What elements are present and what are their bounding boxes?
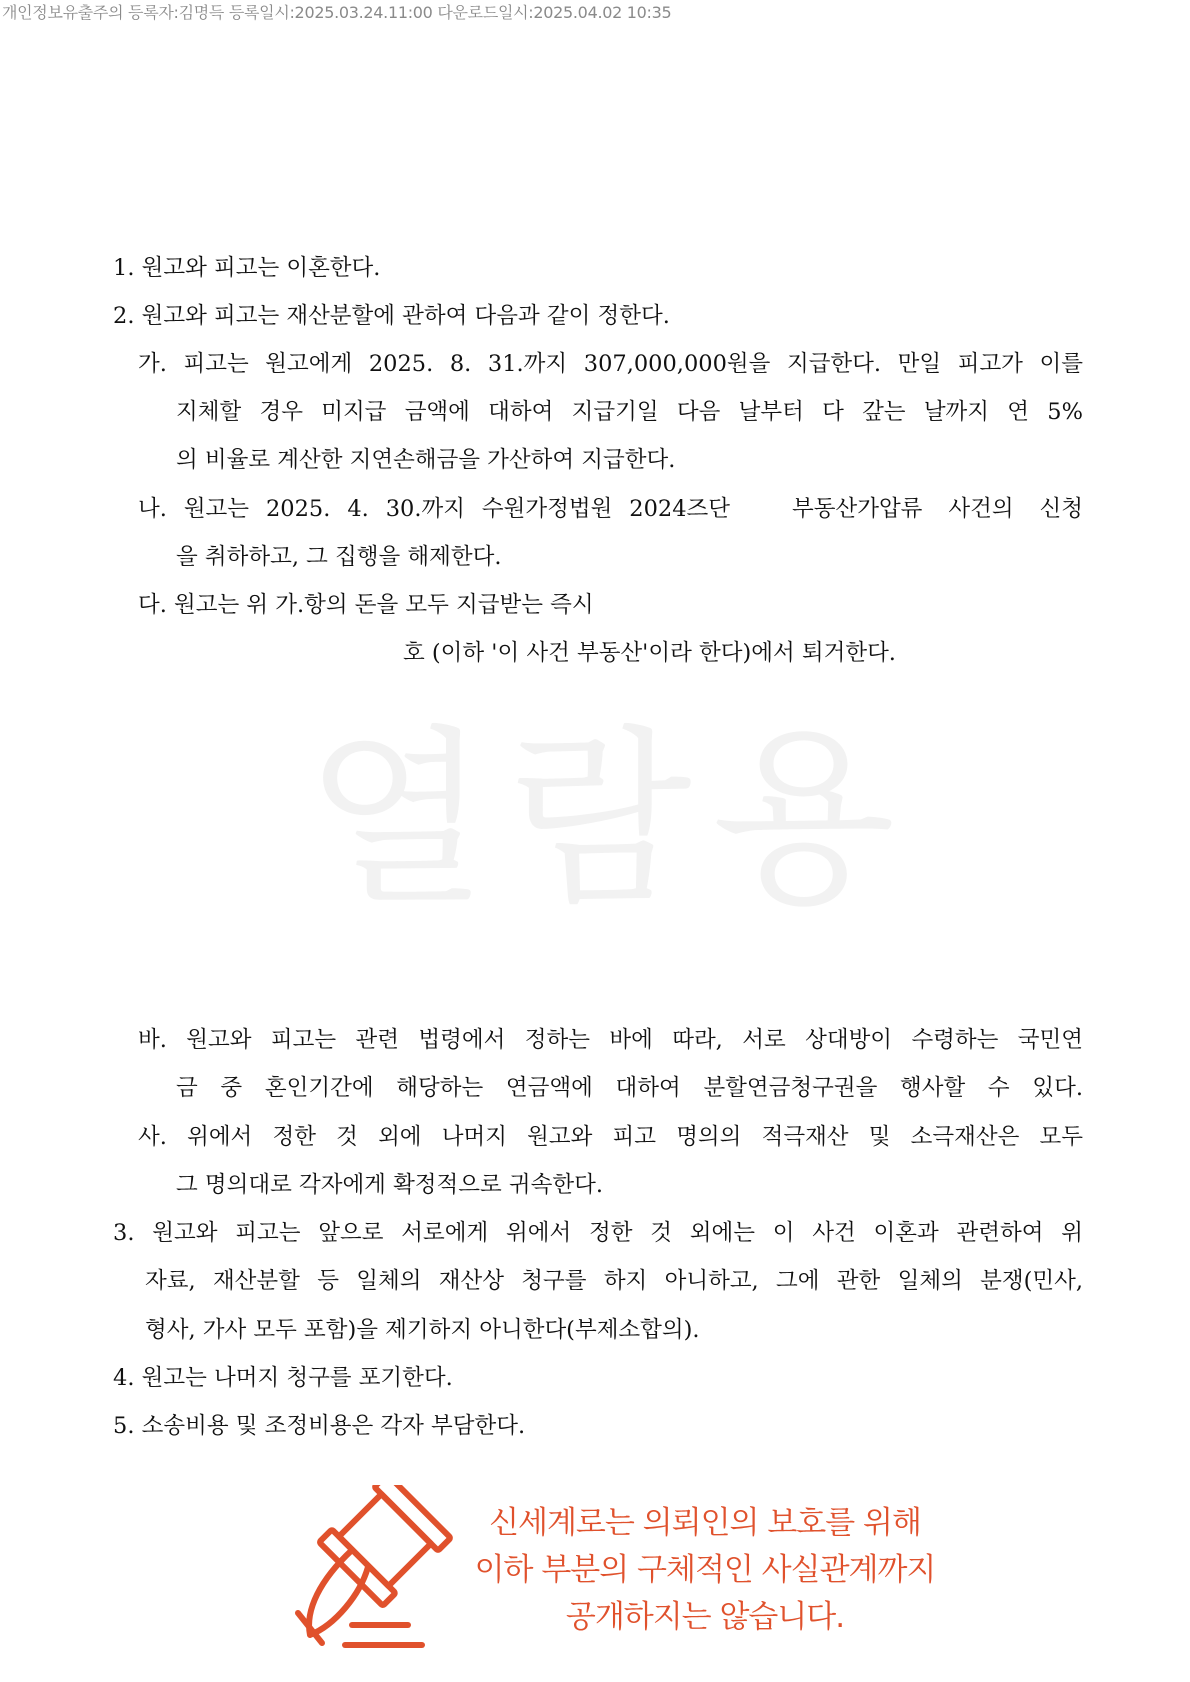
item-2-sa: 사. 위에서 정한 것 외에 나머지 원고와 피고 명의의 적극재산 및 소극재산은 모두 (138, 1124, 1083, 1150)
item-2-da-cont: 호 (이하 '이 사건 부동산'이라 한다)에서 퇴거한다. (403, 640, 896, 666)
item-2-ba: 바. 원고와 피고는 관련 법령에서 정하는 바에 따라, 서로 상대방이 수령하는 국민연 (138, 1027, 1083, 1053)
item-5: 5. 소송비용 및 조정비용은 각자 부담한다. (113, 1413, 526, 1439)
item-4: 4. 원고는 나머지 청구를 포기한다. (113, 1365, 453, 1391)
item-1: 1. 원고와 피고는 이혼한다. (113, 255, 381, 281)
item-3-cont: 형사, 가사 모두 포함)을 제기하지 아니한다(부제소합의). (145, 1317, 700, 1343)
download-header: 개인정보유출주의 등록자:김명득 등록일시:2025.03.24.11:00 다운로드일시:2025.04.02 10:35 (2, 3, 672, 22)
item-2-ga: 가. 피고는 원고에게 2025. 8. 31.까지 307,000,000원을 지급한다. 만일 피고가 이를 (138, 351, 1083, 377)
watermark: 열람용 (304, 709, 916, 930)
item-2-da: 다. 원고는 위 가.항의 돈을 모두 지급받는 즉시 (138, 592, 594, 618)
item-2-na: 나. 원고는 2025. 4. 30.까지 수원가정법원 2024즈단 (138, 496, 730, 522)
item-2: 2. 원고와 피고는 재산분할에 관하여 다음과 같이 정한다. (113, 303, 670, 329)
notice-line-3: 공개하지는 않습니다. (565, 1599, 845, 1635)
privacy-notice (470, 1500, 940, 1641)
gavel-icon (290, 1485, 470, 1655)
item-2-na-cont: 부동산가압류 사건의 신청 (792, 496, 1083, 522)
item-2-sa-cont: 그 명의대로 각자에게 확정적으로 귀속한다. (176, 1172, 603, 1198)
item-2-ga-cont: 지체할 경우 미지급 금액에 대하여 지급기일 다음 날부터 다 갚는 날까지 연 5% (176, 399, 1083, 425)
item-3: 3. 원고와 피고는 앞으로 서로에게 위에서 정한 것 외에는 이 사건 이혼과 관련하여 위 (113, 1220, 1083, 1246)
item-3-cont: 자료, 재산분할 등 일체의 재산상 청구를 하지 아니하고, 그에 관한 일체의 분쟁(민사, (145, 1268, 1083, 1294)
notice-line-1: 신세계로는 의뢰인의 보호를 위해 (489, 1505, 921, 1541)
item-2-ga-cont: 의 비율로 계산한 지연손해금을 가산하여 지급한다. (176, 447, 676, 473)
item-2-ba-cont: 금 중 혼인기간에 해당하는 연금액에 대하여 분할연금청구권을 행사할 수 있다. (176, 1075, 1083, 1101)
item-2-na-cont: 을 취하하고, 그 집행을 해제한다. (176, 544, 502, 570)
notice-line-2: 이하 부분의 구체적인 사실관계까지 (474, 1552, 936, 1588)
